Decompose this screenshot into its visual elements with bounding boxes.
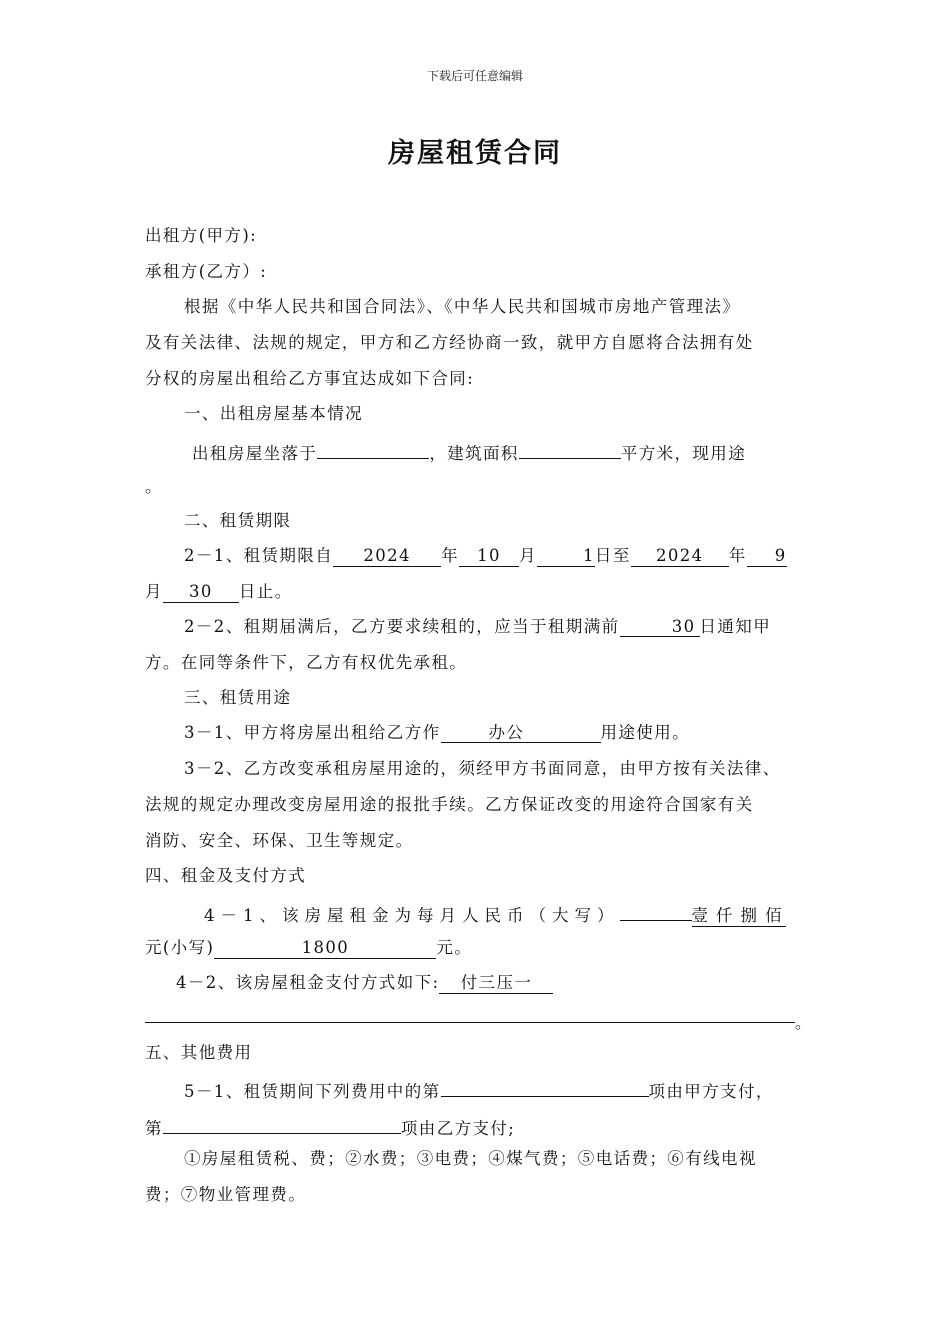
fees-line2-suffix: 项由乙方支付; — [400, 1119, 516, 1138]
renewal-clause-line-2: 方。在同等条件下，乙方有权优先承租。 — [145, 653, 468, 672]
intro-line-1: 根据《中华人民共和国合同法》、《中华人民共和国城市房地产管理法》 — [184, 297, 741, 316]
renewal-clause — [184, 616, 771, 638]
fees-clause — [184, 1076, 774, 1103]
renewal-suffix: 日通知甲 — [699, 617, 772, 636]
document-title: 房屋租赁合同 — [388, 138, 562, 169]
usage-change-line-3: 消防、安全、环保、卫生等规定。 — [145, 831, 414, 850]
payment-end-mark: 。 — [795, 1013, 812, 1032]
usage-suffix: 用途使用。 — [600, 723, 690, 742]
start-day-field: 1 — [537, 546, 595, 567]
area-field — [519, 438, 621, 459]
month-label: 月 — [519, 546, 537, 565]
rent-clause — [204, 900, 790, 927]
usage-change-line-1: 3－2、乙方改变承租房屋用途的，须经甲方书面同意，由甲方按有关法律、 — [184, 759, 781, 778]
term-prefix: 2－1、租赁期限自 — [184, 546, 334, 565]
end-month-field: 9 — [747, 546, 787, 567]
notice-days-field: 30 — [620, 617, 700, 637]
rent-prefix: 4－1、该房屋租金为每月人民币（大写） — [204, 906, 620, 925]
fees-prefix: 5－1、租赁期间下列费用中的第 — [184, 1082, 441, 1101]
amount-num-suffix: 元。 — [436, 938, 473, 957]
rent-clause-line-2 — [145, 937, 472, 959]
lessor-fees-field — [441, 1076, 649, 1097]
payment-clause — [176, 972, 553, 994]
header-note: 下载后可任意编辑 — [426, 69, 523, 83]
intro-line-2: 及有关法律、法规的规定，甲方和乙方经协商一致，就甲方自愿将合法拥有处 — [145, 333, 754, 352]
end-day-field: 30 — [163, 582, 239, 603]
location-clause — [192, 438, 746, 465]
usage-prefix: 3－1、甲方将房屋出租给乙方作 — [184, 723, 441, 742]
payment-continuation-line — [145, 1022, 795, 1023]
section1-heading: 一、出租房屋基本情况 — [184, 404, 363, 423]
fees-items-line-1: ①房屋租赁税、费；②水费；③电费；④煤气费；⑤电话费；⑥有线电视 — [184, 1149, 757, 1168]
section5-heading: 五、其他费用 — [145, 1043, 253, 1062]
location-field — [317, 438, 429, 459]
amount-num-label: 元(小写) — [145, 938, 215, 957]
lessee-line: 承租方(乙方）: — [145, 262, 268, 281]
year-label: 年 — [728, 546, 747, 565]
location-label: 出租房屋坐落于 — [192, 444, 318, 463]
section3-heading: 三、租赁用途 — [184, 688, 292, 707]
usage-field: 办公 — [441, 723, 601, 743]
lessor-line: 出租方(甲方): — [145, 226, 258, 245]
rent-blank — [620, 900, 692, 921]
fees-suffix: 项由甲方支付， — [648, 1082, 774, 1101]
usage-clause — [184, 722, 690, 744]
fees-items-line-2: 费；⑦物业管理费。 — [145, 1185, 307, 1204]
intro-line-3: 分权的房屋出租给乙方事宜达成如下合同: — [145, 369, 475, 388]
year-label: 年 — [441, 546, 460, 565]
fees-line2-prefix: 第 — [145, 1119, 163, 1138]
area-label: ，建筑面积 — [429, 444, 519, 463]
end-month-label: 月 — [145, 582, 163, 601]
end-year-field: 2024 — [631, 546, 729, 567]
section2-heading: 二、租赁期限 — [184, 511, 292, 530]
location-clause-end: 。 — [145, 477, 163, 496]
day-to-label: 日至 — [594, 546, 631, 565]
lessee-fees-field — [163, 1113, 401, 1134]
term-clause-end — [145, 581, 293, 603]
end-suffix: 日止。 — [238, 582, 293, 601]
term-clause — [184, 545, 787, 567]
start-year-field: 2024 — [333, 546, 441, 567]
payment-prefix: 4－2、该房屋租金支付方式如下: — [176, 973, 440, 992]
start-month-field: 10 — [459, 546, 519, 567]
fees-clause-line-2 — [145, 1113, 515, 1140]
payment-field: 付三压一 — [439, 973, 553, 994]
renewal-prefix: 2－2、租期届满后，乙方要求续租的，应当于租期满前 — [184, 617, 620, 636]
usage-change-line-2: 法规的规定办理改变房屋用途的报批手续。乙方保证改变的用途符合国家有关 — [145, 795, 754, 814]
amount-words-field: 壹仟捌佰 — [691, 906, 790, 925]
section4-heading: 四、租金及支付方式 — [145, 866, 307, 885]
usage-label: 平方米，现用途 — [620, 444, 747, 463]
amount-num-field: 1800 — [214, 938, 436, 959]
